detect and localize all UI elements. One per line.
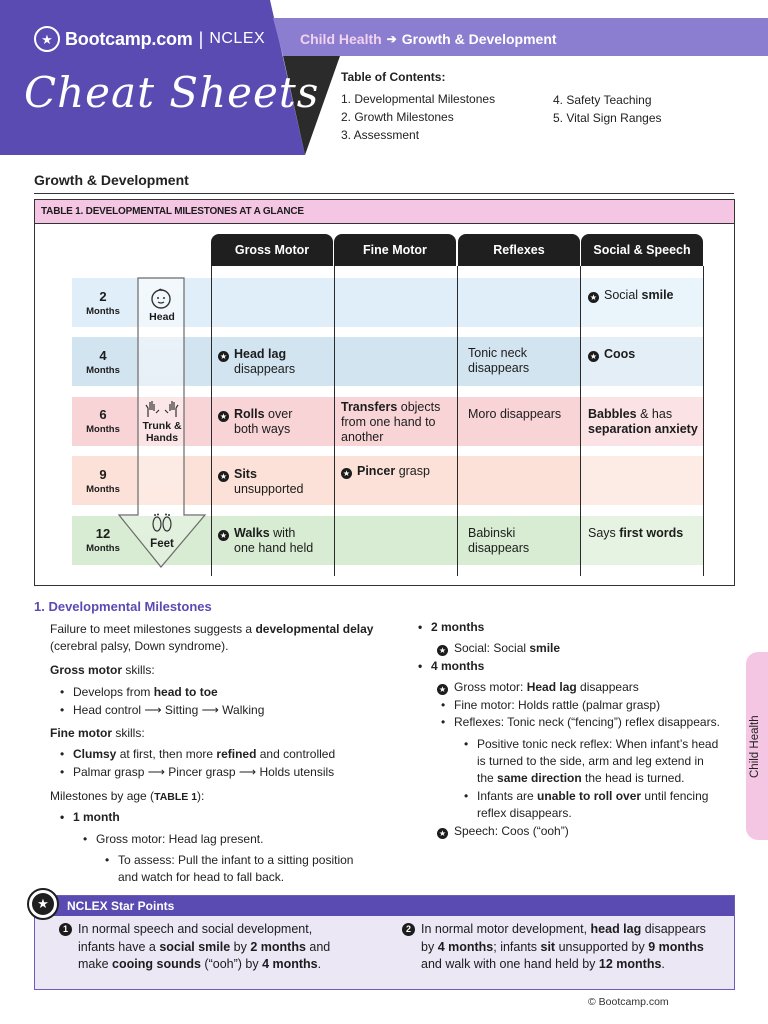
star-bullet-icon: ★ — [219, 531, 228, 540]
star-bullet-icon: ★ — [219, 472, 228, 481]
social-cell: ★ Coos — [589, 347, 636, 361]
list-item: • Develops from head to toe — [73, 684, 218, 701]
column-line — [211, 266, 212, 576]
social-cell: Says first words — [588, 526, 684, 540]
toc-item[interactable]: 5. Vital Sign Ranges — [553, 111, 662, 125]
age-label: 12 Months — [86, 526, 120, 554]
page-title: Cheat Sheets — [24, 68, 320, 117]
list-item: ★ Social: Social smile — [438, 641, 561, 655]
list-item: • Head control ⟶ Sitting ⟶ Walking — [73, 702, 264, 719]
fine-motor-cell: Transfers objects from one hand to another — [341, 400, 441, 444]
list-item: • Reflexes: Tonic neck (“fencing”) reflex disappears. — [454, 714, 720, 731]
star-bullet-icon: ★ — [219, 352, 228, 361]
body-part-label: Feet — [150, 538, 174, 550]
social-cell: ★ Social smile — [589, 288, 674, 302]
star-bullet-icon: ★ — [438, 829, 447, 838]
star-bullet-icon: ★ — [438, 685, 447, 694]
number-badge: 2 — [402, 923, 415, 936]
column-header-fine-motor: Fine Motor — [334, 234, 456, 266]
brand-separator: | — [198, 28, 204, 49]
social-cell-bg — [581, 456, 703, 505]
star-bullet-icon: ★ — [589, 293, 598, 302]
list-item: • 2 months — [431, 619, 484, 636]
reflex-cell: Babinski disappears — [468, 526, 530, 555]
list-item: • Gross motor: Head lag present. — [96, 831, 263, 848]
star-bullet-icon: ★ — [219, 412, 228, 421]
gross-motor-cell: ★ Rolls over both ways — [219, 407, 293, 436]
list-item: • Infants are unable to roll over until fencing — [477, 788, 708, 805]
section-heading: 1. Developmental Milestones — [34, 599, 212, 614]
breadcrumb — [300, 28, 557, 50]
star-point-1: In normal speech and social development, infants have a social smile by 2 months and make cooing sounds (“ooh”) by 4 months. — [78, 922, 331, 971]
list-item-continued: the same direction the head is turned. — [477, 771, 685, 785]
gross-motor-cell: ★ Walks with one hand held — [219, 526, 314, 555]
brand-name: Bootcamp.com — [65, 28, 193, 49]
star-badge — [27, 888, 59, 920]
breadcrumb-current: Growth & Development — [401, 31, 557, 47]
arrow-right-icon: ➔ — [386, 32, 397, 46]
milestones-by-age-label: Milestones by age (TABLE 1): — [50, 789, 205, 803]
age-label: 2 Months — [86, 289, 120, 317]
list-item-continued: reflex disappears. — [477, 806, 572, 820]
toc-title: Table of Contents: — [341, 70, 446, 84]
column-line — [334, 266, 335, 576]
column-header-social-speech: Social & Speech — [581, 234, 703, 266]
baby-face-icon — [148, 286, 174, 314]
age-label: 4 Months — [86, 348, 120, 376]
toc-item[interactable]: 1. Developmental Milestones — [341, 92, 496, 106]
list-item: ★ Speech: Coos (“ooh”) — [438, 824, 569, 838]
list-item: • 1 month — [73, 809, 120, 826]
reflex-cell: Tonic neck disappears — [468, 346, 530, 375]
reflex-cell: Moro disappears — [468, 407, 562, 421]
star-icon: ★ — [34, 26, 60, 52]
number-badge: 1 — [59, 923, 72, 936]
brand-sub: NCLEX — [209, 30, 266, 47]
star-bullet-icon: ★ — [342, 469, 351, 478]
feet-icon — [148, 511, 176, 537]
toc-item[interactable]: 4. Safety Teaching — [553, 93, 652, 107]
column-line — [703, 266, 704, 576]
fine-motor-label: Fine motor skills: — [50, 726, 145, 740]
section-title: Growth & Development — [34, 172, 189, 188]
star-bullet-icon: ★ — [589, 352, 598, 361]
star-points-title: NCLEX Star Points — [35, 896, 734, 916]
list-item: • Positive tonic neck reflex: When infant’s head — [477, 736, 718, 753]
list-item: • To assess: Pull the infant to a sitting position — [118, 852, 353, 869]
list-item: • 4 months — [431, 658, 484, 675]
intro-paragraph: Failure to meet milestones suggests a developmental delay (cerebral palsy, Down syndrome). — [50, 622, 374, 653]
fine-motor-cell: ★ Pincer grasp — [342, 464, 430, 478]
copyright: © Bootcamp.com — [588, 996, 669, 1008]
star-icon: ★ — [32, 893, 54, 915]
table-caption: TABLE 1. DEVELOPMENTAL MILESTONES AT A GLANCE — [35, 200, 734, 224]
gross-motor-cell: ★ Head lag disappears — [219, 347, 296, 376]
column-line — [457, 266, 458, 576]
list-item: • Fine motor: Holds rattle (palmar grasp) — [454, 697, 660, 714]
social-cell: Babbles & has separation anxiety — [588, 407, 698, 436]
body-part-label: Trunk & Hands — [142, 420, 182, 444]
table-of-contents — [341, 70, 662, 142]
gross-motor-label: Gross motor skills: — [50, 663, 155, 677]
brand — [34, 25, 265, 53]
list-item-continued: is turned to the side, arm and leg extend in — [477, 754, 704, 768]
body-part-label: Head — [149, 311, 175, 323]
gross-motor-cell: ★ Sits unsupported — [219, 467, 304, 496]
column-header-gross-motor: Gross Motor — [211, 234, 333, 266]
side-tab-child-health[interactable]: Child Health — [746, 652, 768, 840]
list-item: • Clumsy at first, then more refined and controlled — [73, 746, 335, 763]
list-item: ★ Gross motor: Head lag disappears — [438, 680, 639, 694]
list-item-continued: and watch for head to fall back. — [118, 870, 285, 884]
star-point-2: In normal motor development, head lag disappears by 4 months; infants sit unsupported by 9 months and walk with one hand held by 12 months. — [421, 922, 706, 971]
age-label: 9 Months — [86, 467, 120, 495]
toc-item[interactable]: 2. Growth Milestones — [341, 110, 454, 124]
age-label: 6 Months — [86, 407, 120, 435]
column-line — [580, 266, 581, 576]
divider — [34, 193, 734, 194]
list-item: • Palmar grasp ⟶ Pincer grasp ⟶ Holds utensils — [73, 764, 334, 781]
breadcrumb-parent[interactable]: Child Health — [300, 31, 382, 47]
column-header-reflexes: Reflexes — [458, 234, 580, 266]
star-bullet-icon: ★ — [438, 646, 447, 655]
toc-item[interactable]: 3. Assessment — [341, 128, 420, 142]
